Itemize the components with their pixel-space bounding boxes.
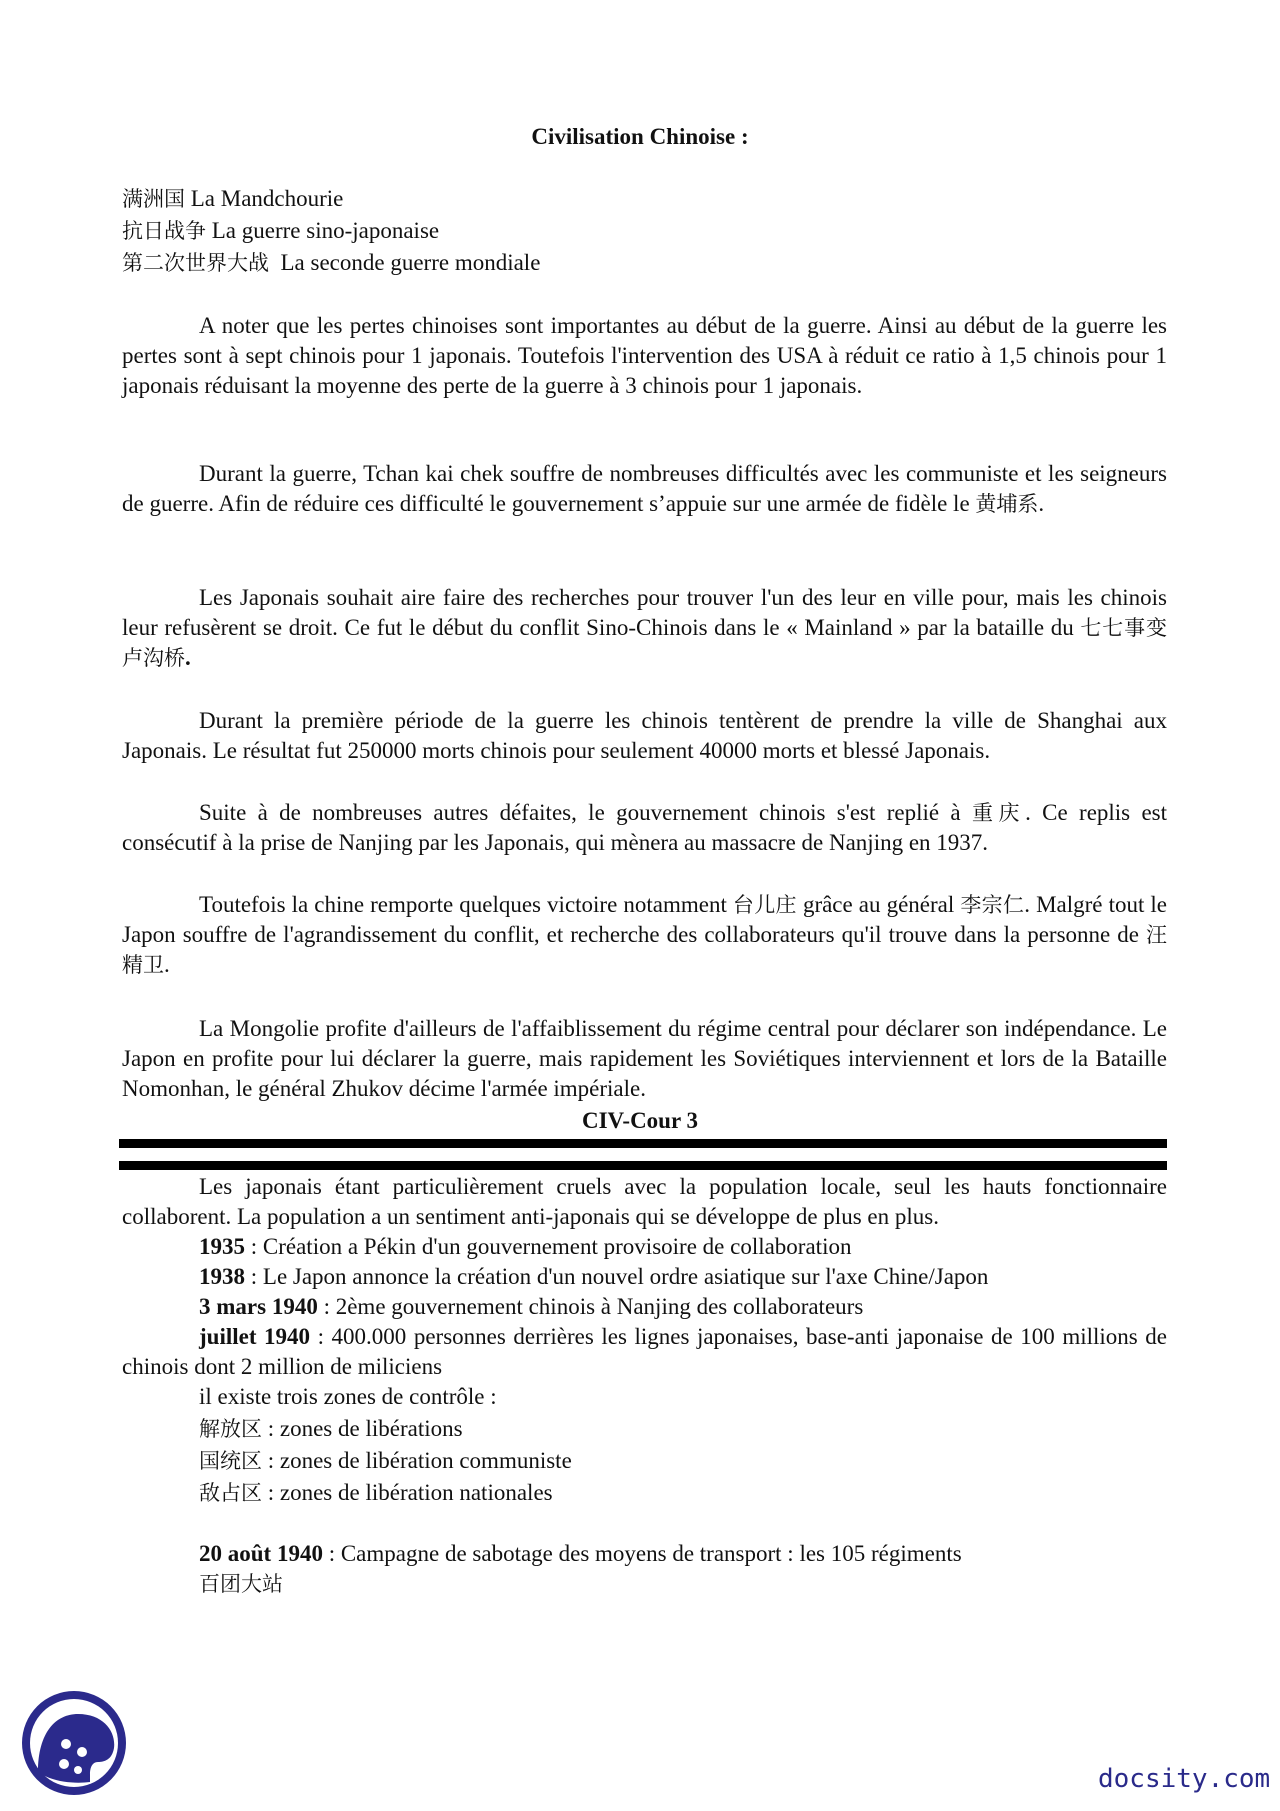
timeline-event: 1938 : Le Japon annonce la création d'un nouvel ordre asiatique sur l'axe Chine/Japon xyxy=(199,1264,989,1289)
timeline-event: 20 août 1940 : Campagne de sabotage des moyens de transport : les 105 régiments xyxy=(199,1541,962,1566)
timeline-event: 1935 : Création a Pékin d'un gouvernement provisoire de collaboration xyxy=(199,1234,852,1259)
document-title: Civilisation Chinoise : xyxy=(531,124,749,149)
zone-item: 国统区 : zones de libération communiste xyxy=(199,1448,572,1473)
vocab-item: 第二次世界大战 La seconde guerre mondiale xyxy=(122,250,541,275)
vocab-item: 满洲国 La Mandchourie xyxy=(122,186,344,211)
timeline-event: 3 mars 1940 : 2ème gouvernement chinois à Nanjing des collaborateurs xyxy=(199,1294,864,1319)
divider-top xyxy=(119,1139,1167,1148)
paragraph-losses: A noter que les pertes chinoises sont importantes au début de la guerre. Ainsi au début de la guerre les pertes sont à sept chinois pour 1 japonais. Toutefois l'intervention des USA à réduit ce ratio à 1,5 chinois pour 1 japonais réduisant la moyenne des perte de la guerre à 3 chinois pour 1 japonais. xyxy=(122,313,1167,398)
paragraph-incident: Les Japonais souhait aire faire des recherches pour trouver l'un des leur en ville pour, mais les chinois leur refusèrent se droit. Ce fut le début du conflit Sino-Chinois dans le « Mainland » par la bataille du 七七事变 卢沟桥. xyxy=(122,585,1168,670)
divider-bottom xyxy=(119,1161,1167,1170)
chinese-term: 百团大站 xyxy=(199,1572,283,1596)
paragraph-difficulties: Durant la guerre, Tchan kai chek souffre de nombreuses difficultés avec les communiste et les seigneurs de guerre. Afin de réduire ces difficulté le gouvernement s’appuie sur une armée de fidèle le 黄埔系. xyxy=(122,461,1167,516)
zones-intro: il existe trois zones de contrôle : xyxy=(199,1384,497,1409)
zone-item: 解放区 : zones de libérations xyxy=(199,1416,463,1441)
vocabulary-list xyxy=(122,184,1167,278)
section-collaboration: Les japonais étant particulièrement cruels avec la population locale, seul les hauts fonctionnaire collaborent. La population a un sentiment anti-japonais qui se développe de plus en plus. 1935 : Création a Pékin d'un gouvernement provisoire de collaboration 1938 : Le Japon annonce la création d'un nouvel ordre asiatique sur l'axe Chine/Japon 3 mars 1940 : 2ème gouvernement chinois à Nanjing des collaborateurs juillet 1940 : 400.000 personnes derrières les lignes japonaises, base-anti japonaise de 100 millions de chinois dont 2 million de miliciens il existe trois zones de contrôle : 解放区 : zones de libérations 国统区 : zones de libération communiste 敌占区 : zones de libération nationales 20 août 1940 : Campagne de sabotage des moyens de transport : les 105 régiments 百团大站 xyxy=(122,1172,1167,1599)
vocab-item: 抗日战争 La guerre sino-japonaise xyxy=(122,218,440,243)
timeline-event: juillet 1940 : 400.000 personnes derrières les lignes japonaises, base-anti japonaise de 100 millions de chinois dont 2 million de miliciens xyxy=(122,1324,1167,1379)
section-title: CIV-Cour 3 xyxy=(581,1108,699,1133)
docsity-watermark[interactable]: docsity.com xyxy=(1098,1764,1271,1794)
paragraph-retreat: Suite à de nombreuses autres défaites, le gouvernement chinois s'est replié à 重庆. Ce replis est consécutif à la prise de Nanjing par les Japonais, qui mènera au massacre de Nanjing en 1937. xyxy=(122,800,1168,855)
docsity-logo-icon xyxy=(18,1688,130,1798)
zone-item: 敌占区 : zones de libération nationales xyxy=(199,1480,553,1505)
paragraph-shanghai: Durant la première période de la guerre les chinois tentèrent de prendre la ville de Shanghai aux Japonais. Le résultat fut 250000 morts chinois pour seulement 40000 morts et blessé Japonais. xyxy=(122,708,1167,763)
paragraph-victories: Toutefois la chine remporte quelques victoire notamment 台儿庄 grâce au général 李宗仁. Malgré tout le Japon souffre de l'agrandissement du conflit, et recherche des collaborateurs qu'il trouve dans la personne de 汪精卫. xyxy=(122,892,1168,977)
paragraph-mongolia: La Mongolie profite d'ailleurs de l'affaiblissement du régime central pour déclarer son indépendance. Le Japon en profite pour lui déclarer la guerre, mais rapidement les Soviétiques interviennent et lors de la Bataille Nomonhan, le général Zhukov décime l'armée impériale. xyxy=(122,1016,1167,1101)
